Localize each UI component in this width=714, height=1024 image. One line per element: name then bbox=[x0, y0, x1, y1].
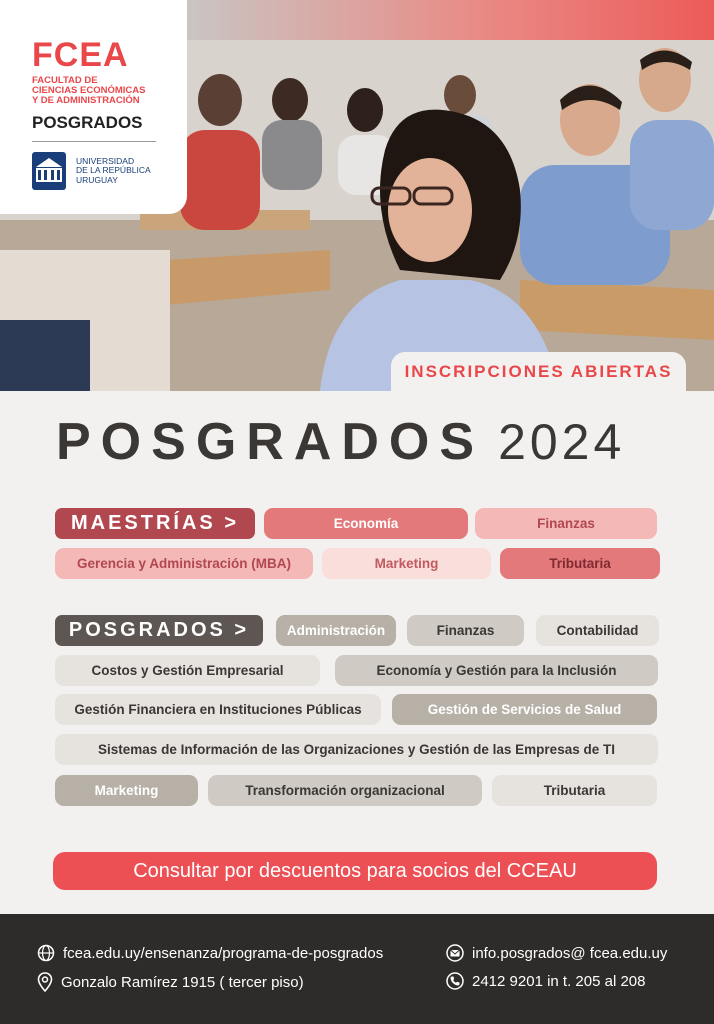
posgrado-costos[interactable]: Costos y Gestión Empresarial bbox=[55, 655, 320, 686]
university-logo: UNIVERSIDAD DE LA REPÚBLICA URUGUAY bbox=[32, 152, 187, 190]
logo-divider bbox=[32, 141, 156, 142]
maestrias-header[interactable]: MAESTRÍAS > bbox=[55, 508, 255, 539]
posgrado-gestion-financiera[interactable]: Gestión Financiera en Instituciones Públicas bbox=[55, 694, 381, 725]
posgrado-contabilidad[interactable]: Contabilidad bbox=[536, 615, 659, 646]
posgrados-label: POSGRADOS bbox=[32, 113, 143, 132]
posgrado-finanzas[interactable]: Finanzas bbox=[407, 615, 524, 646]
posgrado-salud[interactable]: Gestión de Servicios de Salud bbox=[392, 694, 657, 725]
faculty-name: FACULTAD DE CIENCIAS ECONÓMICAS Y DE ADMINISTRACIÓN bbox=[32, 75, 146, 106]
title-word: POSGRADOS bbox=[56, 413, 485, 471]
posgrado-administracion[interactable]: Administración bbox=[276, 615, 396, 646]
maestria-tributaria[interactable]: Tributaria bbox=[500, 548, 660, 579]
email-icon bbox=[446, 944, 464, 962]
footer-email[interactable]: info.posgrados@ fcea.edu.uy bbox=[446, 944, 667, 962]
footer-address: Gonzalo Ramírez 1915 ( tercer piso) bbox=[37, 972, 304, 992]
inscripciones-badge: INSCRIPCIONES ABIERTAS bbox=[391, 352, 686, 391]
maestria-marketing[interactable]: Marketing bbox=[322, 548, 491, 579]
posgrados-header[interactable]: POSGRADOS > bbox=[55, 615, 263, 646]
footer-web-link[interactable]: fcea.edu.uy/ensenanza/programa-de-posgrados bbox=[37, 944, 383, 962]
logo-panel bbox=[0, 0, 187, 214]
posgrado-tributaria[interactable]: Tributaria bbox=[492, 775, 657, 806]
footer bbox=[0, 914, 714, 1024]
maestria-finanzas[interactable]: Finanzas bbox=[475, 508, 657, 539]
phone-icon bbox=[446, 972, 464, 990]
footer-phone[interactable]: 2412 9201 in t. 205 al 208 bbox=[446, 972, 645, 990]
page-title bbox=[56, 412, 625, 472]
posgrado-transformacion[interactable]: Transformación organizacional bbox=[208, 775, 482, 806]
fcea-logo: FCEA bbox=[32, 36, 129, 74]
discount-cta-button[interactable]: Consultar por descuentos para socios del CCEAU bbox=[53, 852, 657, 890]
title-year: 2024 bbox=[498, 414, 626, 470]
maestria-mba[interactable]: Gerencia y Administración (MBA) bbox=[55, 548, 313, 579]
top-gradient-strip bbox=[187, 0, 714, 40]
posgrado-inclusion[interactable]: Economía y Gestión para la Inclusión bbox=[335, 655, 658, 686]
posgrado-marketing[interactable]: Marketing bbox=[55, 775, 198, 806]
posgrado-sistemas[interactable]: Sistemas de Información de las Organizaciones y Gestión de las Empresas de TI bbox=[55, 734, 658, 765]
maestria-economia[interactable]: Economía bbox=[264, 508, 468, 539]
globe-icon bbox=[37, 944, 55, 962]
location-pin-icon bbox=[37, 972, 53, 992]
university-crest-icon bbox=[32, 152, 66, 190]
